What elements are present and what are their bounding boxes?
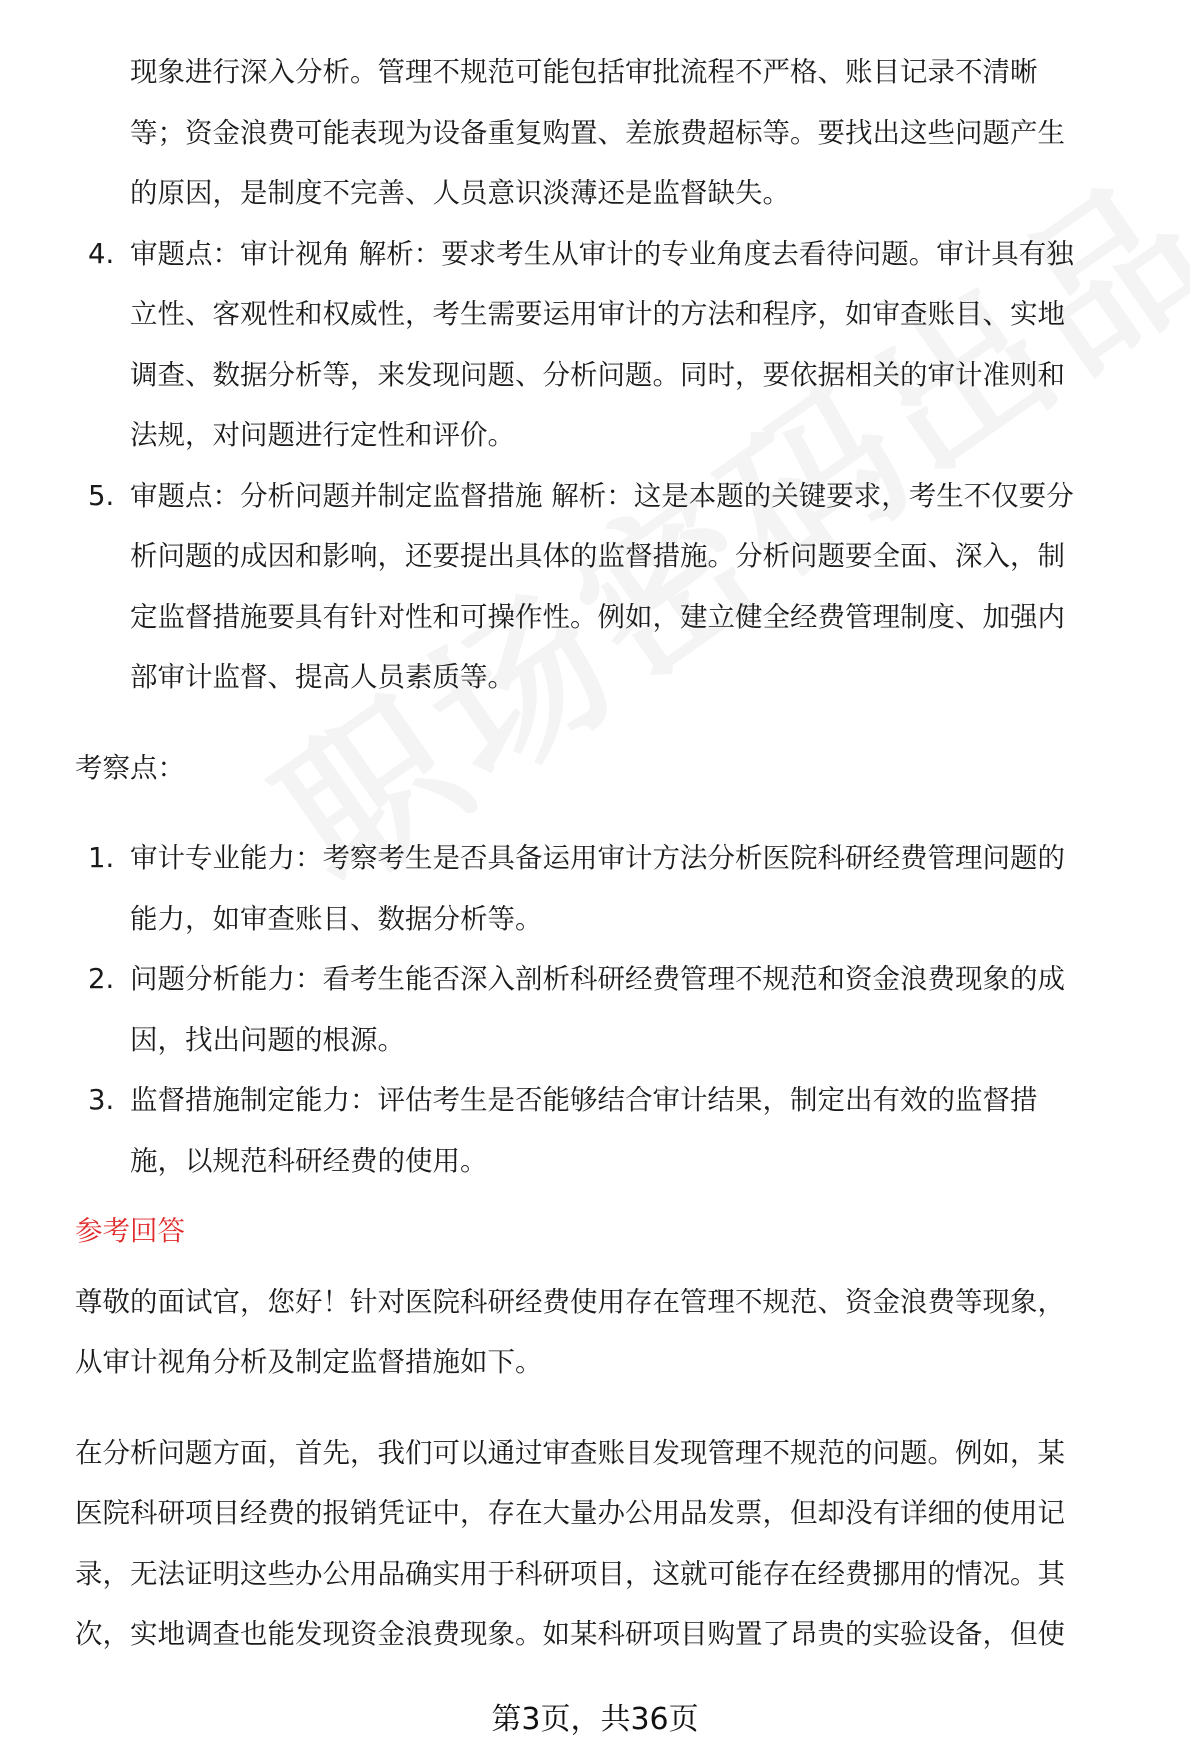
text-line: 的原因，是制度不完善、人员意识淡薄还是监督缺失。 xyxy=(130,177,790,209)
text-line: 尊敬的面试官，您好！针对医院科研经费使用存在管理不规范、资金浪费等现象， xyxy=(75,1285,1065,1318)
text-line: 立性、客观性和权威性，考生需要运用审计的方法和程序，如审查账目、实地 xyxy=(130,298,1065,330)
text-line: 医院科研项目经费的报销凭证中，存在大量办公用品发票，但却没有详细的使用记 xyxy=(75,1497,1065,1529)
answer-paragraph xyxy=(75,1423,1165,1665)
list-number: 1. xyxy=(88,842,115,874)
question-points-list xyxy=(75,224,1165,708)
list-item xyxy=(75,949,1165,1070)
list-item xyxy=(75,224,1165,466)
text-line: 审题点：审计视角 解析：要求考生从审计的专业角度去看待问题。审计具有独 xyxy=(130,237,1074,270)
list-number: 5. xyxy=(88,479,115,512)
exam-points-label: 考察点： xyxy=(75,751,185,784)
text-line: 因，找出问题的根源。 xyxy=(130,1023,405,1056)
answer-paragraph xyxy=(75,1272,1165,1393)
text-line: 问题分析能力：看考生能否深入剖析科研经费管理不规范和资金浪费现象的成 xyxy=(130,963,1065,995)
text-line: 从审计视角分析及制定监督措施如下。 xyxy=(75,1346,543,1378)
text-line: 审计专业能力：考察考生是否具备运用审计方法分析医院科研经费管理问题的 xyxy=(130,842,1065,874)
reference-answer-heading: 参考回答 xyxy=(75,1215,185,1247)
text-line: 录，无法证明这些办公用品确实用于科研项目，这就可能存在经费挪用的情况。其 xyxy=(75,1557,1065,1590)
text-line: 现象进行深入分析。管理不规范可能包括审批流程不严格、账目记录不清晰 xyxy=(130,56,1038,88)
list-item xyxy=(75,466,1165,708)
page-number-footer: 第3页，共36页 xyxy=(491,1702,699,1737)
list-number: 3. xyxy=(88,1084,115,1116)
text-line: 析问题的成因和影响，还要提出具体的监督措施。分析问题要全面、深入，制 xyxy=(130,540,1065,572)
list-item xyxy=(75,828,1165,949)
text-line: 法规，对问题进行定性和评价。 xyxy=(130,419,515,451)
text-line: 审题点：分析问题并制定监督措施 解析：这是本题的关键要求，考生不仅要分 xyxy=(130,479,1074,512)
text-line: 施，以规范科研经费的使用。 xyxy=(130,1144,488,1177)
text-line: 部审计监督、提高人员素质等。 xyxy=(130,661,515,693)
text-line: 在分析问题方面，首先，我们可以通过审查账目发现管理不规范的问题。例如，某 xyxy=(75,1436,1065,1469)
list-number: 4. xyxy=(88,237,115,270)
text-line: 能力，如审查账目、数据分析等。 xyxy=(130,902,543,935)
list-number: 2. xyxy=(88,963,115,995)
text-line: 调查、数据分析等，来发现问题、分析问题。同时，要依据相关的审计准则和 xyxy=(130,358,1065,391)
continued-paragraph xyxy=(75,42,1165,224)
text-line: 次，实地调查也能发现资金浪费现象。如某科研项目购置了昂贵的实验设备，但使 xyxy=(75,1618,1065,1650)
exam-points-list xyxy=(75,828,1165,1191)
list-item xyxy=(75,1070,1165,1191)
text-line: 等；资金浪费可能表现为设备重复购置、差旅费超标等。要找出这些问题产生 xyxy=(130,116,1065,149)
text-line: 定监督措施要具有针对性和可操作性。例如，建立健全经费管理制度、加强内 xyxy=(130,600,1065,633)
text-line: 监督措施制定能力：评估考生是否能够结合审计结果，制定出有效的监督措 xyxy=(130,1084,1038,1116)
document-content xyxy=(75,42,1165,1665)
